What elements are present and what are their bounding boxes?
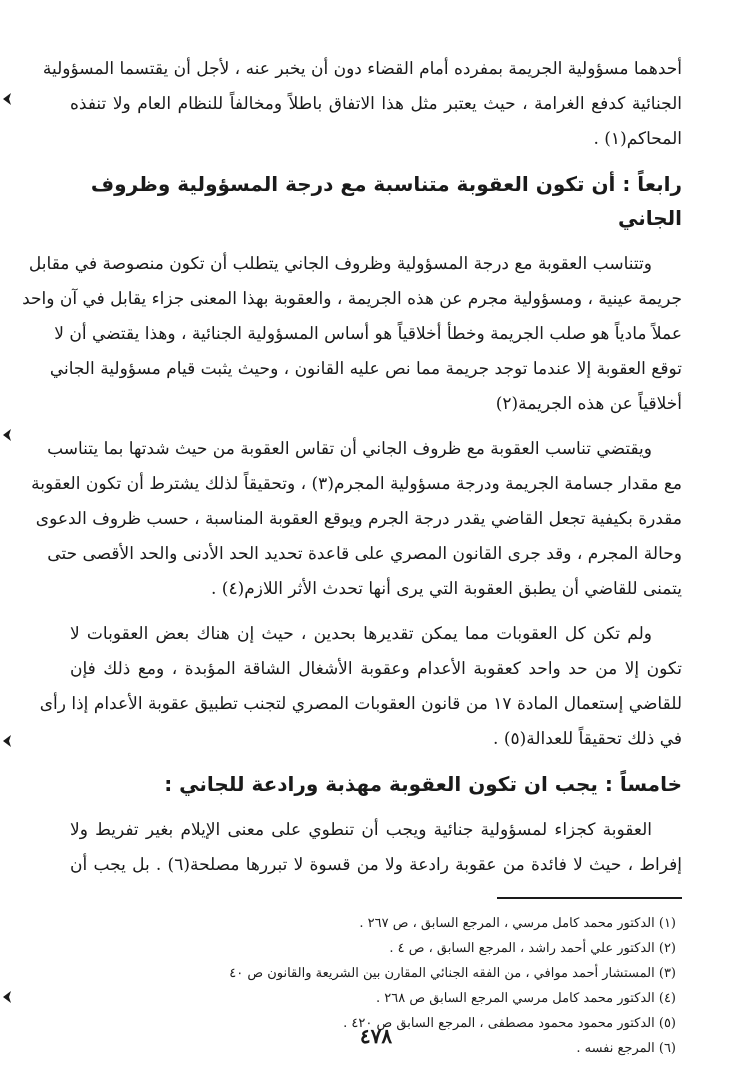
text-line: وحالة المجرم ، وقد جرى القانون المصري على قاعدة تحديد الحد الأدنى والحد الأقصى حتى	[47, 544, 682, 564]
text-line: أحدهما مسؤولية الجريمة بمفرده أمام القضاء دون أن يخبر عنه ، لأجل أن يقتسما المسؤولية	[42, 59, 682, 79]
paragraph-2	[22, 247, 682, 422]
text-line: مع مقدار جسامة الجريمة ودرجة مسؤولية المجرم(٣) ، وتحقيقاً لذلك يشترط أن تكون العقوبة	[31, 474, 682, 494]
text-line: ولم تكن كل العقوبات مما يمكن تقديرها بحدين ، حيث إن هناك بعض العقوبات لا	[70, 624, 652, 644]
footnote-1: (١) الدكتور محمد كامل مرسي ، المرجع السابق ، ص ٢٦٧ .	[359, 916, 676, 931]
text-line: إفراط ، حيث لا فائدة من عقوبة رادعة ولا من قسوة لا تبررها مصلحة(٦) . بل يجب أن	[70, 855, 682, 875]
text-line: وتتناسب العقوبة مع درجة المسؤولية وظروف الجاني يتطلب أن تكون منصوصة في مقابل	[28, 254, 652, 274]
paragraph-4	[39, 617, 682, 757]
text-line: ويقتضي تناسب العقوبة مع ظروف الجاني أن تقاس العقوبة من حيث شدتها بما يتناسب	[47, 439, 652, 459]
text-line: يتمنى للقاضي أن يطبق العقوبة التي يرى أنها تحدث الأثر اللازم(٤) .	[210, 579, 682, 599]
scan-mark-icon	[2, 92, 12, 106]
text-line: عملاً مادياً هو صلب الجريمة وخطأ أخلاقياً هو أساس المسؤولية الجنائية ، وهذا يقتضي أن لا	[54, 324, 682, 344]
footnote-4: (٤) الدكتور محمد كامل مرسي المرجع السابق ص ٢٦٨ .	[376, 991, 676, 1006]
section-heading-5: خامساً : يجب ان تكون العقوبة مهذبة ورادعة للجاني :	[164, 772, 682, 796]
section-heading-4: رابعاً : أن تكون العقوبة متناسبة مع درجة المسؤولية وظروف الجاني	[90, 172, 682, 230]
footnote-6: (٦) المرجع نفسه .	[576, 1041, 676, 1056]
scan-mark-icon	[2, 990, 12, 1004]
text-line: في ذلك تحقيقاً للعدالة(٥) .	[493, 729, 682, 749]
footnote-separator	[497, 897, 682, 899]
text-line: العقوبة كجزاء لمسؤولية جنائية ويجب أن تنطوي على معنى الإيلام بغير تفريط ولا	[70, 820, 652, 840]
paragraph-5	[70, 813, 682, 883]
footnote-5: (٥) الدكتور محمود محمود مصطفى ، المرجع السابق ص ٤٢٠ .	[343, 1016, 676, 1031]
text-line: أخلاقياً عن هذه الجريمة(٢)	[495, 394, 682, 414]
footnote-3: (٣) المستشار أحمد موافي ، من الفقه الجنائي المقارن بين الشريعة والقانون ص ٤٠	[229, 966, 676, 981]
paragraph-3	[31, 432, 682, 607]
page-number: ٤٧٨	[359, 1024, 393, 1048]
text-line: المحاكم(١) .	[593, 129, 682, 149]
text-line: للقاضي إستعمال المادة ١٧ من قانون العقوبات المصري لتجنب تطبيق عقوبة الأعدام إذا رأى	[39, 694, 682, 714]
text-line: توقع العقوبة إلا عندما توجد جريمة مما نص عليه القانون ، وحيث يثبت قيام مسؤولية الجاني	[49, 359, 682, 379]
footnote-2: (٢) الدكتور علي أحمد راشد ، المرجع السابق ، ص ٤ .	[389, 941, 676, 956]
scan-mark-icon	[2, 428, 12, 442]
text-line: جريمة عينية ، ومسؤولية مجرم عن هذه الجريمة ، والعقوبة بهذا المعنى جزاء يقابل في آن واحد	[22, 289, 682, 309]
paragraph-1	[42, 52, 682, 157]
scan-mark-icon	[2, 734, 12, 748]
text-line: مقدرة بكيفية تجعل القاضي يقدر درجة الجرم ويوقع العقوبة المناسبة ، حسب ظروف الدعوى	[35, 509, 682, 529]
text-line: تكون إلا من حد واحد كعقوبة الأعدام وعقوبة الأشغال الشاقة المؤبدة ، ومع ذلك فإن	[70, 659, 682, 679]
page-body	[22, 52, 682, 1061]
text-line: الجنائية كدفع الغرامة ، حيث يعتبر مثل هذا الاتفاق باطلاً ومخالفاً للنظام العام ولا تنفذه	[70, 94, 682, 114]
